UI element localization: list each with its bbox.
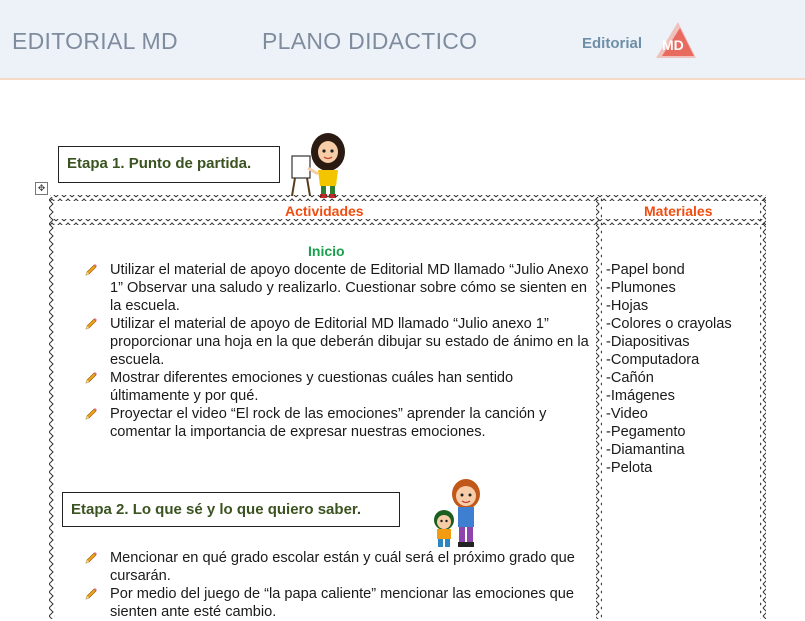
activity-text: Mencionar en qué grado escolar están y cuál será el próximo grado que cursarán. [110, 550, 575, 584]
list-item [84, 369, 594, 405]
children-icon [430, 476, 490, 550]
stage2-title-box [62, 492, 400, 527]
material-item: -Hojas [606, 298, 649, 314]
list-item [84, 261, 594, 315]
material-item: -Pegamento [606, 424, 686, 440]
activity-text: Utilizar el material de apoyo de Editorial MD llamado “Julio anexo 1” proporcionar una hoja en la que deberán dibujar su estado de ánimo en la escuela. [110, 316, 589, 368]
section-start-heading: Inicio [308, 243, 345, 259]
activity-text: Utilizar el material de apoyo docente de Editorial MD llamado “Julio Anexo 1” Observar una saludo y realizarlo. Cuestionar sobre cómo se sienten en la escuela. [110, 262, 589, 314]
activity-text: Proyectar el video “El rock de las emociones” aprender la canción y comentar la importancia de expresar nuestras emociones. [110, 406, 547, 440]
pencil-icon [84, 407, 98, 421]
pencil-icon [84, 587, 98, 601]
logo-word: Editorial [582, 35, 643, 52]
logo-mark-text: MD [662, 37, 684, 53]
material-item: -Diamantina [606, 442, 685, 458]
activities-column-header: Actividades [285, 203, 364, 219]
header-left-title: EDITORIAL MD [12, 28, 178, 54]
material-item: -Papel bond [606, 262, 685, 278]
pencil-icon [84, 263, 98, 277]
material-item: -Colores o crayolas [606, 316, 732, 332]
stage2-activities-list [84, 549, 594, 621]
material-item: -Pelota [606, 460, 653, 476]
materials-column-header: Materiales [644, 203, 713, 219]
list-item [84, 405, 594, 441]
list-item [84, 549, 594, 585]
materials-list [606, 261, 732, 477]
material-item: -Computadora [606, 352, 700, 368]
list-item [84, 585, 594, 621]
move-icon[interactable]: ✥ [35, 182, 48, 195]
material-item: -Imágenes [606, 388, 675, 404]
material-item: -Video [606, 406, 648, 422]
material-item: -Diapositivas [606, 334, 690, 350]
pencil-icon [84, 551, 98, 565]
activities-list [84, 261, 594, 441]
pencil-icon [84, 371, 98, 385]
material-item: -Cañón [606, 370, 654, 386]
material-item: -Plumones [606, 280, 676, 296]
list-item [84, 315, 594, 369]
pencil-icon [84, 317, 98, 331]
activity-text: Por medio del juego de “la papa caliente” mencionar las emociones que sienten ante esté cambio. [110, 586, 575, 620]
stage1-title: Etapa 1. Punto de partida. [67, 155, 252, 172]
header-center-title: PLANO DIDACTICO [262, 28, 478, 54]
activity-text: Mostrar diferentes emociones y cuestionas cuáles han sentido últimamente y por qué. [110, 370, 514, 404]
stage2-title: Etapa 2. Lo que sé y lo que quiero saber. [71, 501, 362, 518]
